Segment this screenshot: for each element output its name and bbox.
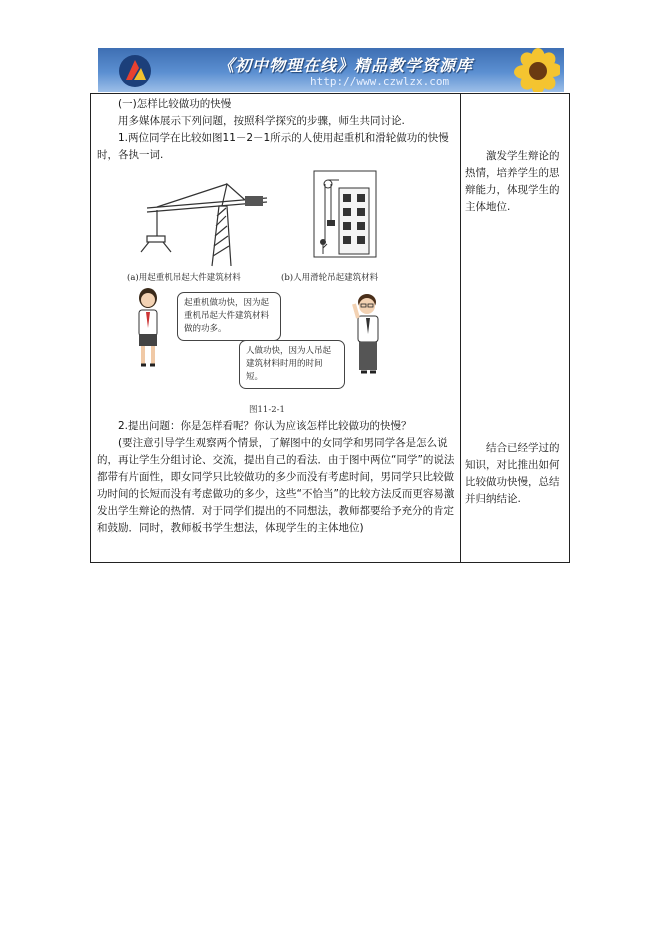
column-divider [460,94,461,562]
question-1: 1.两位同学在比较如图11－2－1所示的人使用起重机和滑轮做功的快慢时，各执一词. [97,132,449,161]
caption-b: (b)人用滑轮吊起建筑材料 [281,273,379,283]
pulley-illustration [313,170,377,258]
section-heading: (一)怎样比较做功的快慢 [118,98,232,110]
banner-title: 《初中物理在线》精品教学资源库 [218,56,474,75]
header-banner [98,48,564,92]
design-intent-text-1: 激发学生辩论的热情，培养学生的思辩能力，体现学生的主体地位. [465,150,560,213]
design-intent-1 [465,148,567,216]
teacher-note: (要注意引导学生观察两个情景，了解图中的女同学和男同学各是怎么说的，再让学生分组讨论、交流，提出自己的看法．由于图中两位“同学”的说法都带有片面性，即女同学只比较做功的多少而没有考虑时间，男同学只比较做功时间的长短而没有考虑做功的多少，这些“不恰当”的比较方法反而更容易激发出学生辩论的热情．对于同学们提出的不同想法，教师都要给予充分的肯定和鼓励．同时，教师板书学生想法，体现学生的主体地位) [97,437,455,534]
figure-11-2-1 [127,170,427,416]
girl-student-illustration [131,288,165,368]
logo-icon [118,54,152,88]
boy-speech-bubble: 人做功快，因为人吊起建筑材料时用的时间短。 [239,340,345,389]
teaching-content-column [97,96,457,537]
lesson-table [90,93,570,563]
banner-url: http://www.czwlzx.com [310,75,450,88]
design-intent-text-2: 结合已经学过的知识，对比推出如何比较做功快慢，总结并归纳结论. [465,442,560,505]
question-2: 2.提出问题：你是怎样看呢？你认为应该怎样比较做功的快慢？ [118,420,412,432]
boy-student-illustration [349,292,389,376]
figure-label: 图11-2-1 [249,405,285,415]
sunflower-icon [500,48,560,92]
crane-illustration [127,176,277,268]
intro-text: 用多媒体展示下列问题，按照科学探究的步骤，师生共同讨论. [118,115,405,127]
caption-a: (a)用起重机吊起大件建筑材料 [127,273,241,283]
girl-speech-bubble: 起重机做功快，因为起重机吊起大件建筑材料做的功多。 [177,292,281,341]
design-intent-2 [465,440,567,508]
